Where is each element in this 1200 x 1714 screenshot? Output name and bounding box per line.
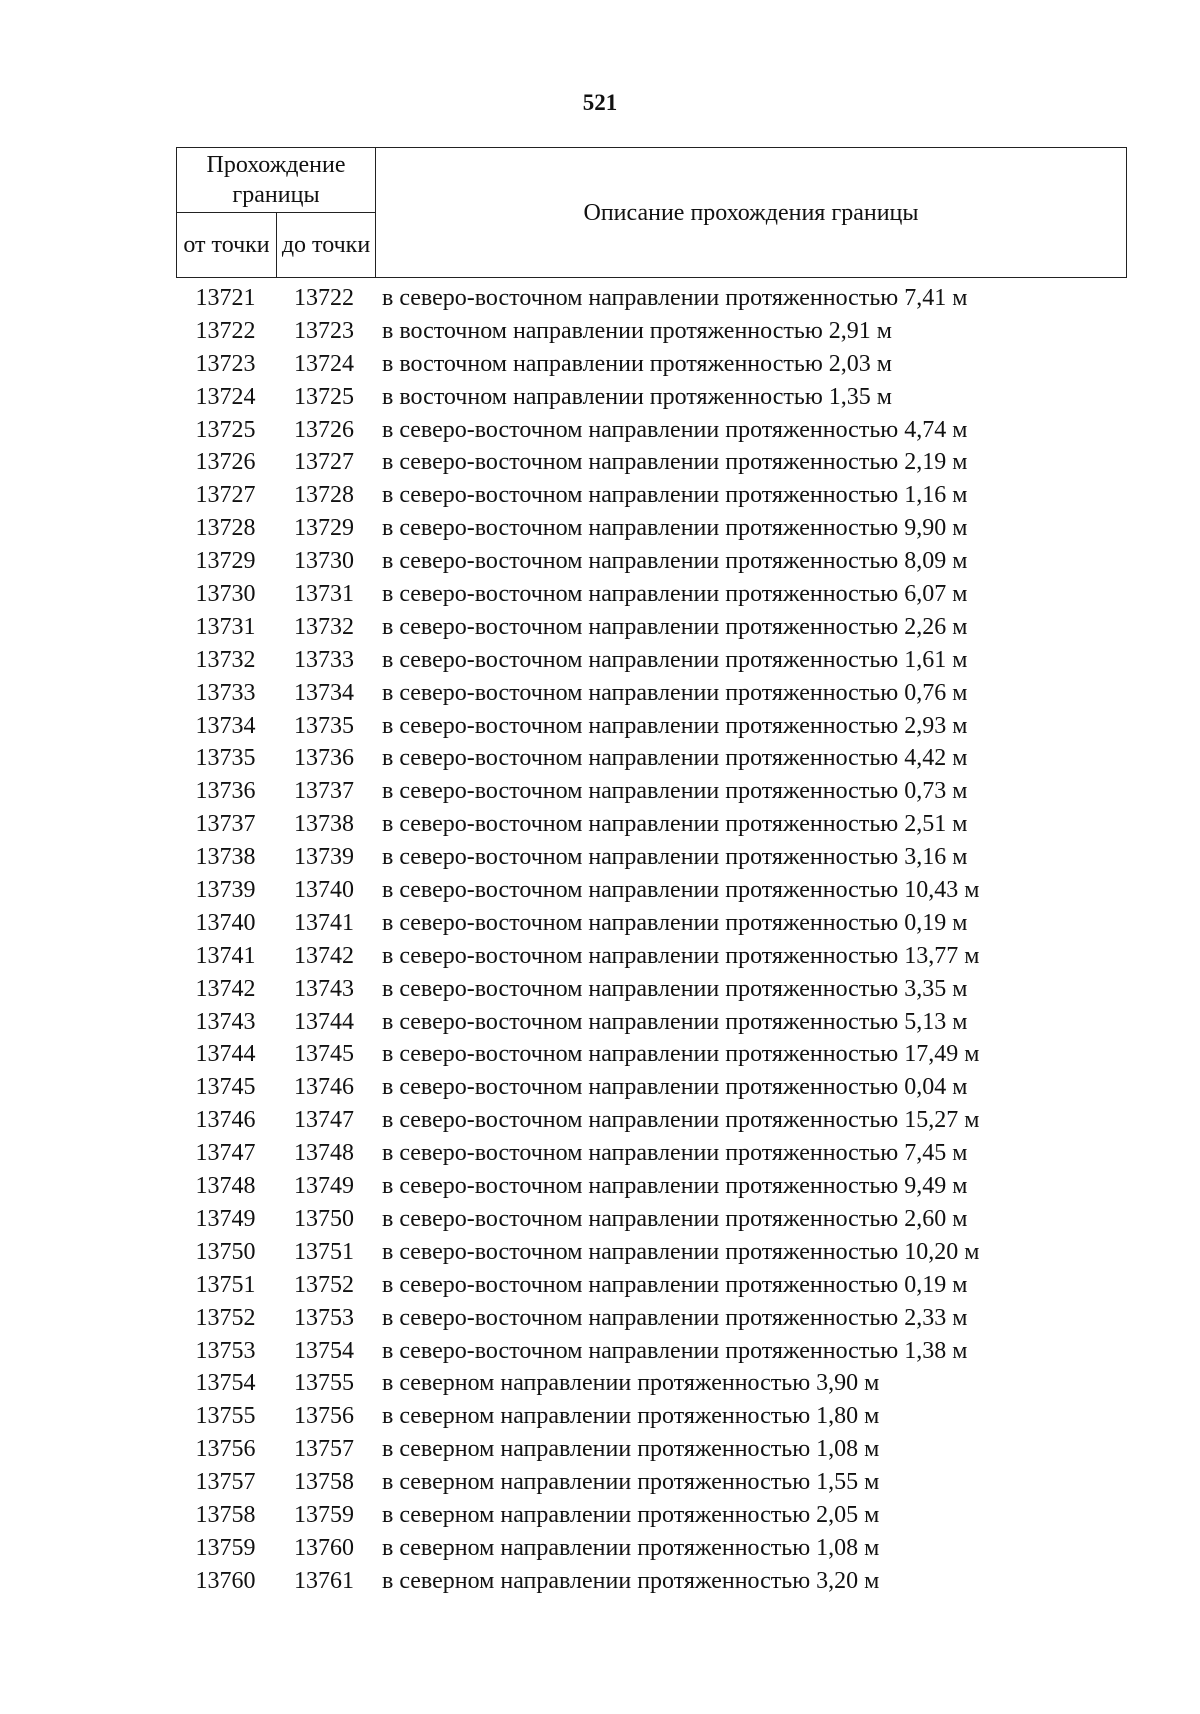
from-point-cell: 13747 (195, 1140, 256, 1167)
to-point-cell: 13722 (294, 285, 354, 311)
to-point-cell: 13736 (294, 745, 354, 772)
from-point-cell: 13738 (195, 844, 256, 871)
table-row (176, 973, 1136, 1006)
table-row (176, 841, 1136, 874)
table-row (176, 578, 1136, 611)
to-point-cell: 13750 (294, 1205, 354, 1232)
from-point-cell: 13732 (195, 646, 256, 673)
to-point-cell: 13724 (294, 350, 354, 377)
table-row (176, 1400, 1136, 1433)
from-point-cell: 13723 (195, 350, 256, 377)
table-row (176, 1367, 1136, 1400)
from-point-cell: 13730 (195, 581, 256, 608)
to-point-cell: 13727 (294, 449, 354, 476)
from-point-cell: 13748 (195, 1173, 256, 1200)
to-point-cell: 13757 (294, 1436, 354, 1463)
to-point-cell: 13739 (294, 844, 354, 871)
table-row (176, 1236, 1136, 1269)
description-cell: в северо-восточном направлении протяженностью 10,43 м (382, 877, 980, 904)
from-point-cell: 13721 (195, 285, 256, 311)
from-point-cell: 13755 (195, 1403, 256, 1430)
from-point-cell: 13729 (195, 548, 256, 575)
table-row (176, 1038, 1136, 1071)
to-point-cell: 13743 (294, 975, 354, 1002)
to-point-cell: 13742 (294, 942, 354, 969)
from-point-cell: 13745 (195, 1074, 256, 1101)
to-point-cell: 13754 (294, 1337, 354, 1364)
description-cell: в северо-восточном направлении протяженностью 9,90 м (382, 515, 968, 542)
to-point-cell: 13740 (294, 877, 354, 904)
table-row (176, 1137, 1136, 1170)
from-point-cell: 13739 (195, 877, 256, 904)
description-cell: в северо-восточном направлении протяженностью 0,73 м (382, 778, 968, 805)
from-point-cell: 13733 (195, 679, 256, 706)
description-cell: в северном направлении протяженностью 2,05 м (382, 1501, 880, 1528)
table-row (176, 742, 1136, 775)
from-point-cell: 13726 (195, 449, 256, 476)
description-cell: в северо-восточном направлении протяженностью 13,77 м (382, 942, 980, 969)
table-row (176, 446, 1136, 479)
to-point-cell: 13738 (294, 811, 354, 838)
to-point-cell: 13752 (294, 1271, 354, 1298)
table-row (176, 710, 1136, 743)
to-point-cell: 13749 (294, 1173, 354, 1200)
description-cell: в северо-восточном направлении протяженностью 10,20 м (382, 1238, 980, 1265)
header-from-point: от точки (177, 213, 277, 278)
table-row (176, 874, 1136, 907)
description-cell: в северо-восточном направлении протяженностью 1,38 м (382, 1337, 968, 1364)
from-point-cell: 13740 (195, 909, 256, 936)
from-point-cell: 13757 (195, 1469, 256, 1496)
to-point-cell: 13725 (294, 383, 354, 410)
from-point-cell: 13752 (195, 1304, 256, 1331)
table-row (176, 808, 1136, 841)
from-point-cell: 13758 (195, 1501, 256, 1528)
description-cell: в северо-восточном направлении протяженностью 2,26 м (382, 613, 968, 640)
from-point-cell: 13724 (195, 383, 256, 410)
description-cell: в северо-восточном направлении протяженностью 5,13 м (382, 1008, 968, 1035)
description-cell: в северо-восточном направлении протяженностью 8,09 м (382, 548, 968, 575)
table-row (176, 1170, 1136, 1203)
to-point-cell: 13731 (294, 581, 354, 608)
table-row (176, 1071, 1136, 1104)
table-row (176, 381, 1136, 414)
to-point-cell: 13751 (294, 1238, 354, 1265)
description-cell: в северо-восточном направлении протяженностью 2,33 м (382, 1304, 968, 1331)
description-cell: в северо-восточном направлении протяженностью 3,16 м (382, 844, 968, 871)
table-row (176, 775, 1136, 808)
table-row (176, 1499, 1136, 1532)
table-row (176, 512, 1136, 545)
description-cell: в северо-восточном направлении протяженностью 7,45 м (382, 1140, 968, 1167)
description-cell: в восточном направлении протяженностью 2,91 м (382, 317, 892, 344)
from-point-cell: 13735 (195, 745, 256, 772)
to-point-cell: 13747 (294, 1107, 354, 1134)
description-cell: в северо-восточном направлении протяженностью 17,49 м (382, 1041, 980, 1068)
from-point-cell: 13749 (195, 1205, 256, 1232)
description-cell: в северо-восточном направлении протяженностью 15,27 м (382, 1107, 980, 1134)
description-cell: в восточном направлении протяженностью 2,03 м (382, 350, 892, 377)
from-point-cell: 13759 (195, 1534, 256, 1561)
from-point-cell: 13741 (195, 942, 256, 969)
from-point-cell: 13734 (195, 712, 256, 739)
from-point-cell: 13744 (195, 1041, 256, 1068)
description-cell: в северном направлении протяженностью 1,08 м (382, 1436, 880, 1463)
table-row (176, 1104, 1136, 1137)
table-row (176, 1335, 1136, 1368)
to-point-cell: 13760 (294, 1534, 354, 1561)
to-point-cell: 13748 (294, 1140, 354, 1167)
description-cell: в северо-восточном направлении протяженностью 0,76 м (382, 679, 968, 706)
to-point-cell: 13723 (294, 317, 354, 344)
table-row (176, 348, 1136, 381)
page-number: 521 (582, 90, 618, 115)
description-cell: в северо-восточном направлении протяженностью 2,51 м (382, 811, 968, 838)
to-point-cell: 13755 (294, 1370, 354, 1397)
description-cell: в северо-восточном направлении протяженностью 4,74 м (382, 416, 968, 443)
to-point-cell: 13730 (294, 548, 354, 575)
description-cell: в восточном направлении протяженностью 1,35 м (382, 383, 892, 410)
from-point-cell: 13756 (195, 1436, 256, 1463)
header-description: Описание прохождения границы (376, 148, 1127, 278)
to-point-cell: 13758 (294, 1469, 354, 1496)
to-point-cell: 13734 (294, 679, 354, 706)
description-cell: в северном направлении протяженностью 1,55 м (382, 1469, 880, 1496)
table-row (176, 611, 1136, 644)
from-point-cell: 13754 (195, 1370, 256, 1397)
table-row (176, 1532, 1136, 1565)
to-point-cell: 13728 (294, 482, 354, 509)
description-cell: в северо-восточном направлении протяженностью 1,61 м (382, 646, 968, 673)
to-point-cell: 13729 (294, 515, 354, 542)
from-point-cell: 13760 (195, 1567, 256, 1594)
from-point-cell: 13737 (195, 811, 256, 838)
table-row (176, 282, 1136, 315)
from-point-cell: 13722 (195, 317, 256, 344)
from-point-cell: 13736 (195, 778, 256, 805)
header-boundary-passage: Прохождение границы (177, 148, 376, 213)
table-row (176, 1302, 1136, 1335)
table-row (176, 414, 1136, 447)
from-point-cell: 13728 (195, 515, 256, 542)
table-row (176, 1433, 1136, 1466)
table-row (176, 315, 1136, 348)
description-cell: в северо-восточном направлении протяженностью 2,93 м (382, 712, 968, 739)
table-body (176, 282, 1136, 1598)
description-cell: в северо-восточном направлении протяженностью 2,19 м (382, 449, 968, 476)
to-point-cell: 13753 (294, 1304, 354, 1331)
to-point-cell: 13726 (294, 416, 354, 443)
from-point-cell: 13743 (195, 1008, 256, 1035)
from-point-cell: 13742 (195, 975, 256, 1002)
description-cell: в северо-восточном направлении протяженностью 2,60 м (382, 1205, 968, 1232)
table-row (176, 677, 1136, 710)
table-row (176, 907, 1136, 940)
to-point-cell: 13761 (294, 1567, 354, 1594)
to-point-cell: 13746 (294, 1074, 354, 1101)
description-cell: в северо-восточном направлении протяженностью 7,41 м (382, 285, 968, 311)
table-row (176, 1269, 1136, 1302)
description-cell: в северо-восточном направлении протяженностью 6,07 м (382, 581, 968, 608)
table-row (176, 1006, 1136, 1039)
from-point-cell: 13750 (195, 1238, 256, 1265)
description-cell: в северном направлении протяженностью 3,90 м (382, 1370, 880, 1397)
table-row (176, 940, 1136, 973)
table-row (176, 1565, 1136, 1598)
to-point-cell: 13733 (294, 646, 354, 673)
description-cell: в северо-восточном направлении протяженностью 4,42 м (382, 745, 968, 772)
table-row (176, 1203, 1136, 1236)
from-point-cell: 13753 (195, 1337, 256, 1364)
table-row (176, 644, 1136, 677)
description-cell: в северо-восточном направлении протяженностью 9,49 м (382, 1173, 968, 1200)
table-row (176, 479, 1136, 512)
to-point-cell: 13744 (294, 1008, 354, 1035)
description-cell: в северном направлении протяженностью 1,80 м (382, 1403, 880, 1430)
from-point-cell: 13727 (195, 482, 256, 509)
header-to-point: до точки (277, 213, 376, 278)
table-row (176, 545, 1136, 578)
to-point-cell: 13732 (294, 613, 354, 640)
to-point-cell: 13737 (294, 778, 354, 805)
description-cell: в северо-восточном направлении протяженностью 0,04 м (382, 1074, 968, 1101)
description-cell: в северном направлении протяженностью 1,08 м (382, 1534, 880, 1561)
description-cell: в северном направлении протяженностью 3,20 м (382, 1567, 880, 1594)
to-point-cell: 13735 (294, 712, 354, 739)
to-point-cell: 13759 (294, 1501, 354, 1528)
from-point-cell: 13746 (195, 1107, 256, 1134)
to-point-cell: 13741 (294, 909, 354, 936)
to-point-cell: 13756 (294, 1403, 354, 1430)
from-point-cell: 13751 (195, 1271, 256, 1298)
table-header (176, 147, 1127, 278)
table-row (176, 1466, 1136, 1499)
to-point-cell: 13745 (294, 1041, 354, 1068)
from-point-cell: 13725 (195, 416, 256, 443)
description-cell: в северо-восточном направлении протяженностью 1,16 м (382, 482, 968, 509)
description-cell: в северо-восточном направлении протяженностью 3,35 м (382, 975, 968, 1002)
from-point-cell: 13731 (195, 613, 256, 640)
description-cell: в северо-восточном направлении протяженностью 0,19 м (382, 1271, 968, 1298)
description-cell: в северо-восточном направлении протяженностью 0,19 м (382, 909, 968, 936)
